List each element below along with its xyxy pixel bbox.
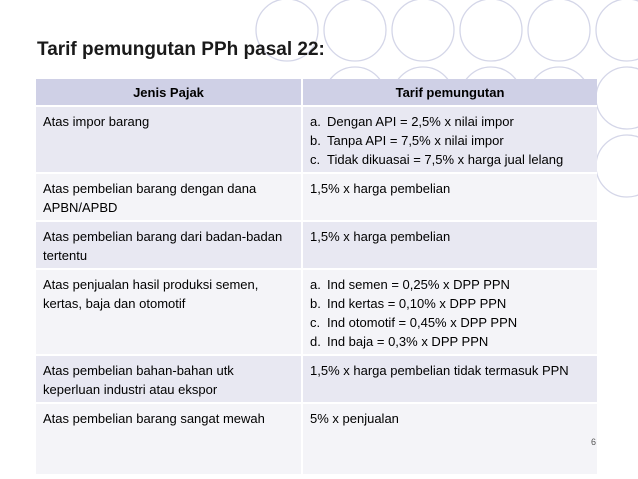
- cell-jenis-pajak: Atas pembelian barang sangat mewah: [36, 403, 302, 475]
- column-header-tarif-pemungutan: Tarif pemungutan: [302, 79, 597, 106]
- decorative-circle: [596, 67, 638, 129]
- list-item: [310, 332, 590, 351]
- list-marker: a.: [310, 114, 321, 129]
- slide-page-number: 6: [591, 437, 597, 447]
- cell-jenis-pajak: Atas penjualan hasil produksi semen, kertas, baja dan otomotif: [36, 269, 302, 355]
- page-title: Tarif pemungutan PPh pasal 22:: [37, 39, 325, 60]
- tarif-list: [310, 112, 590, 169]
- list-item-text: Tanpa API = 7,5% x nilai impor: [327, 133, 504, 148]
- cell-tarif: [302, 355, 597, 403]
- cell-jenis-pajak: Atas pembelian bahan-bahan utk keperluan industri atau ekspor: [36, 355, 302, 403]
- list-item: [310, 131, 590, 150]
- cell-tarif: [302, 269, 597, 355]
- list-item: [310, 313, 590, 332]
- list-item-text: Ind baja = 0,3% x DPP PPN: [327, 334, 489, 349]
- table-row: [36, 173, 597, 221]
- tarif-list: [310, 275, 590, 351]
- decorative-circle: [528, 0, 590, 61]
- table-header-row: [36, 79, 597, 106]
- decorative-circle: [596, 0, 638, 61]
- list-item-text: Ind otomotif = 0,45% x DPP PPN: [327, 315, 518, 330]
- column-header-jenis-pajak: Jenis Pajak: [36, 79, 302, 106]
- list-item: [310, 112, 590, 131]
- list-item-text: Ind kertas = 0,10% x DPP PPN: [327, 296, 507, 311]
- cell-jenis-pajak: Atas pembelian barang dari badan-badan tertentu: [36, 221, 302, 269]
- list-item: [310, 275, 590, 294]
- table-row: [36, 355, 597, 403]
- cell-tarif: 5% x penjualan: [302, 403, 597, 475]
- list-item: [310, 150, 590, 169]
- cell-jenis-pajak: Atas pembelian barang dengan dana APBN/APBD: [36, 173, 302, 221]
- decorative-circle: [460, 0, 522, 61]
- cell-tarif: 1,5% x harga pembelian: [302, 221, 597, 269]
- tax-rate-table: [36, 79, 597, 476]
- table-row: [36, 106, 597, 173]
- decorative-circle: [596, 135, 638, 197]
- table-row: [36, 221, 597, 269]
- list-marker: b.: [310, 133, 321, 148]
- list-item-text: Ind semen = 0,25% x DPP PPN: [327, 277, 510, 292]
- cell-tarif-text: 1,5% x harga pembelian tidak termasuk PPN: [310, 363, 569, 378]
- cell-tarif: 1,5% x harga pembelian: [302, 173, 597, 221]
- list-marker: b.: [310, 296, 321, 311]
- list-item-text: Dengan API = 2,5% x nilai impor: [327, 114, 514, 129]
- cell-tarif: [302, 106, 597, 173]
- decorative-circle: [324, 0, 386, 61]
- list-item: [310, 294, 590, 313]
- list-item-text: Tidak dikuasai = 7,5% x harga jual lelang: [327, 152, 564, 167]
- decorative-circle: [392, 0, 454, 61]
- table-row: [36, 269, 597, 355]
- list-marker: c.: [310, 315, 321, 330]
- list-marker: a.: [310, 277, 321, 292]
- table-row: [36, 403, 597, 475]
- cell-jenis-pajak: Atas impor barang: [36, 106, 302, 173]
- list-marker: d.: [310, 334, 321, 349]
- list-marker: c.: [310, 152, 321, 167]
